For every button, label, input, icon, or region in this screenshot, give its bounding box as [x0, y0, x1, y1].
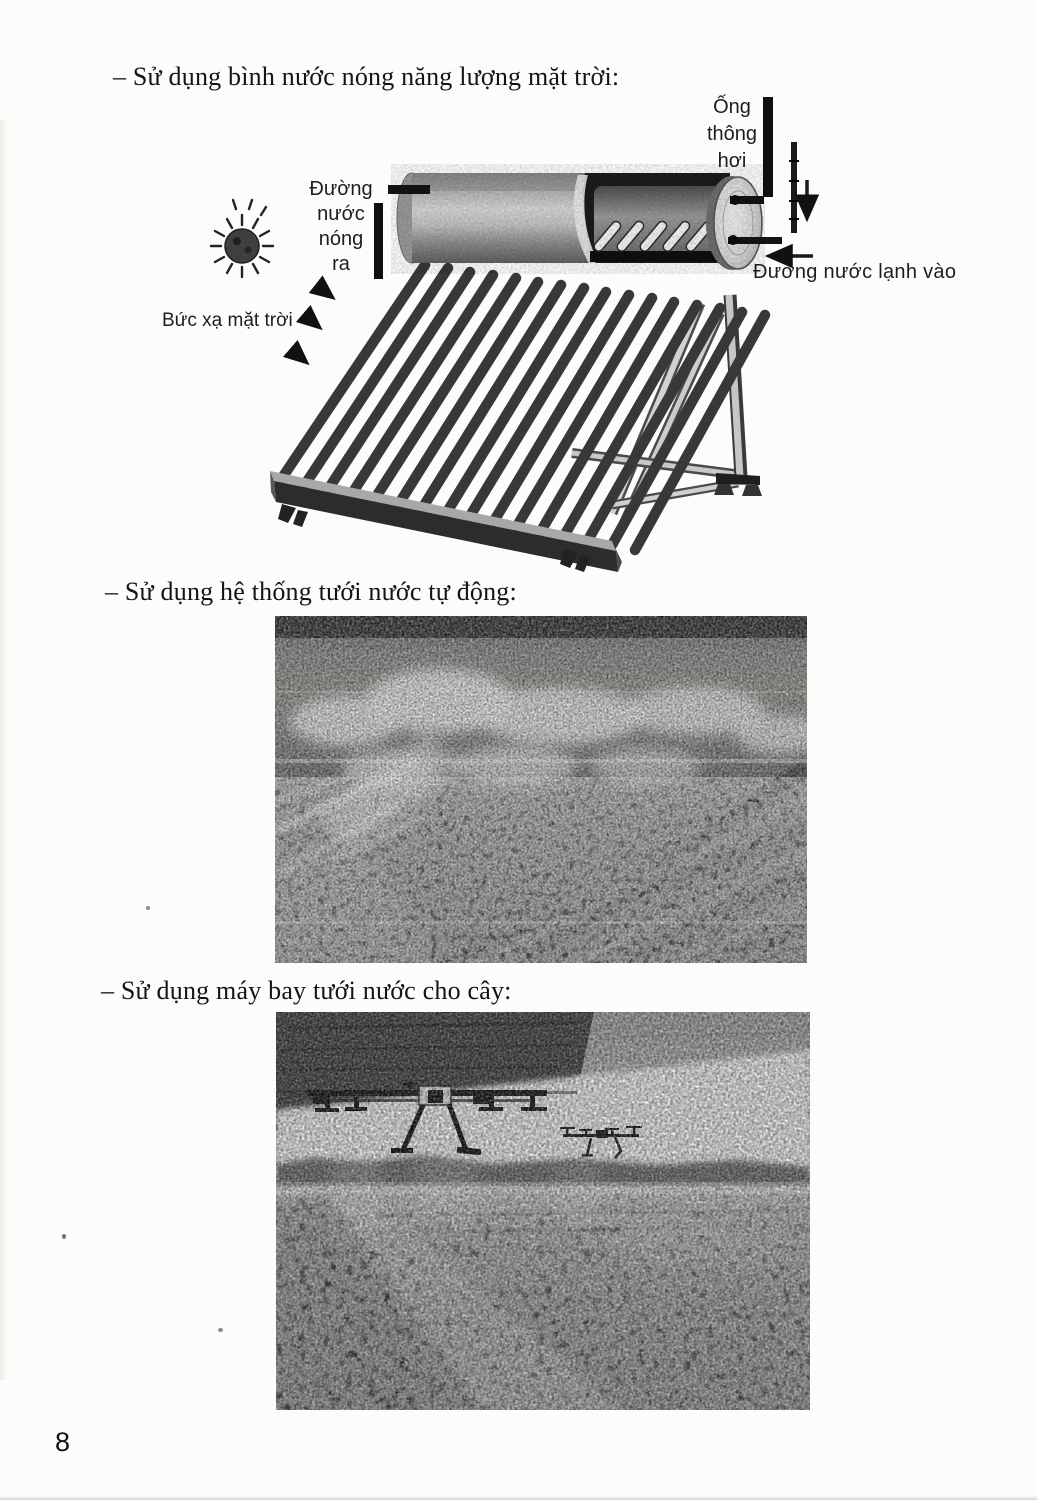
heading-drone-watering: – Sử dụng máy bay tưới nước cho cây:: [101, 976, 512, 1005]
label-cold-water-in: Đường nước lạnh vào: [753, 261, 957, 283]
page-left-edge-shading: [0, 120, 7, 1380]
label-solar-radiation: Bức xạ mặt trời: [162, 310, 293, 331]
label-line: nước: [317, 203, 365, 225]
label-hot-water-out: [304, 177, 378, 277]
sun-icon: [211, 200, 273, 277]
solar-heater-diagram: [160, 85, 1020, 585]
photo-sprinkler-irrigation: [275, 616, 807, 963]
label-line: Ống: [713, 96, 751, 118]
label-line: Đường: [309, 178, 373, 200]
heading-solar-heater: – Sử dụng bình nước nóng năng lượng mặt trời:: [113, 62, 620, 91]
solar-heater-illustration: [160, 85, 1020, 585]
drone-field-image: [276, 1012, 810, 1410]
sprinkler-field-image: [275, 616, 807, 963]
storage-tank: [388, 169, 782, 270]
page-bottom-edge-shading: [0, 1496, 1037, 1500]
photo-drone-watering: [276, 1012, 810, 1410]
label-line: nóng: [318, 228, 364, 250]
scan-speck: [146, 906, 150, 910]
label-line: ra: [332, 253, 350, 275]
page-number: 8: [55, 1427, 71, 1457]
scan-speck: [218, 1328, 223, 1332]
label-line: thông: [706, 123, 758, 145]
label-vent-pipe: [698, 94, 766, 175]
label-line: hơi: [717, 150, 747, 172]
scan-speck: [62, 1234, 66, 1239]
heading-auto-irrigation: – Sử dụng hệ thống tưới nước tự động:: [105, 577, 517, 606]
